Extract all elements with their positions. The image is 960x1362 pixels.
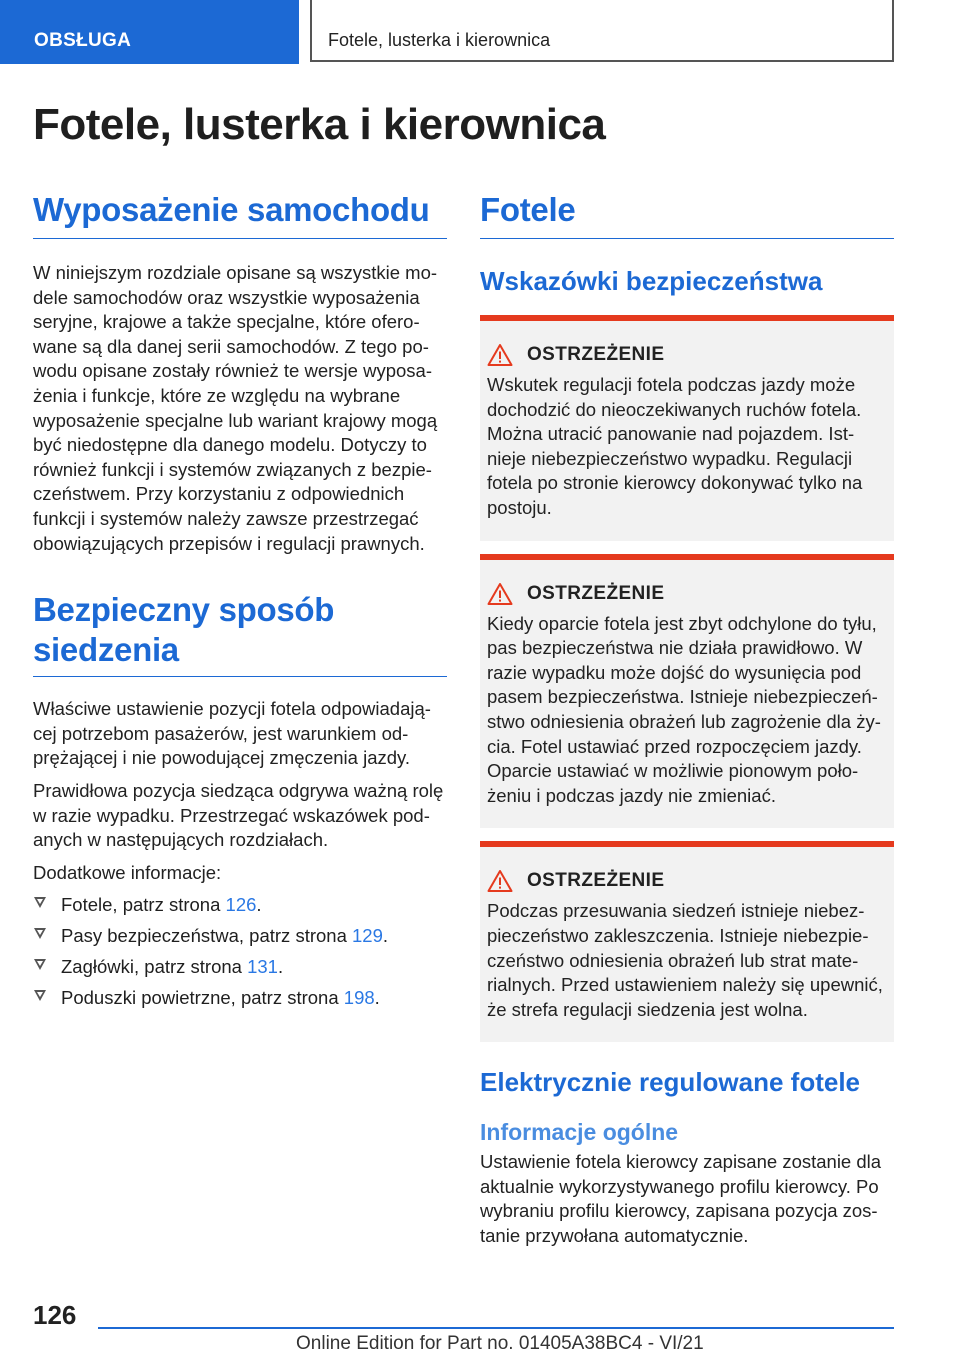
right-column [480, 190, 894, 1249]
warning-triangle-icon [487, 343, 513, 367]
warning-text: Kiedy oparcie fotela jest zbyt odchylone do tyłu, pas bezpieczeństwa nie działa prawidłowo. W razie wypadku może dojść do wysunięcia pod pasem bezpieczeństwa. Istnieje niebezpieczeństwo odniesienia obrażeń lub zagrożenie dla życia. Fotel ustawiać przed rozpoczęciem jazdy. Oparcie ustawiać w możliwie pionowym położeniu i podczas jazdy nie zmieniać. [487, 612, 881, 806]
warning-box [480, 841, 894, 1042]
page-title: Fotele, lusterka i kierownica [33, 100, 606, 149]
triangle-bullet-icon [34, 928, 46, 939]
header-chapter-box [310, 0, 894, 62]
warning-text: Wskutek regulacji fotela podczas jazdy może dochodzić do nieoczekiwanych ruchów fotela. Można utracić panowanie nad pojazdem. Istnieje niebezpieczeństwo wypadku. Regulacji fotela po stronie kierowcy dokonywać tylko na postoju. [487, 374, 863, 518]
header-chapter-label: Fotele, lusterka i kierownica [328, 30, 551, 50]
heading-wyposazenie: Wyposażenie samochodu [33, 190, 447, 239]
warning-title: OSTRZEŻENIE [527, 582, 665, 604]
list-item[interactable]: Pasy bezpieczeństwa, patrz strona 129. [33, 924, 447, 948]
footer-divider [98, 1327, 894, 1329]
heading-fotele: Fotele [480, 190, 894, 239]
warning-box [480, 554, 894, 829]
heading-elektrycznie: Elektrycznie regulowane fotele [480, 1067, 861, 1098]
warning-text: Podczas przesuwania siedzeń istnieje niebezpieczeństwo zakleszczenia. Istnieje niebezpieczeństwo odniesienia obrażeń lub strat materialnych. Przed ustawieniem należy się upewnić, że strefa regulacji siedzenia jest wolna. [487, 900, 883, 1020]
triangle-bullet-icon [34, 990, 46, 1001]
triangle-bullet-icon [34, 897, 46, 908]
bezpieczny-p1: Właściwe ustawienie pozycji fotela odpowiadającej potrzebom pasażerów, jest warunkiem odprężającej i nie powodującej zmęczenia jazdy. [33, 698, 431, 769]
bezpieczny-p2: Prawidłowa pozycja siedząca odgrywa ważną rolę w razie wypadku. Przestrzegać wskazówek podanych w następujących rozdziałach. [33, 779, 444, 851]
reference-list [33, 893, 447, 1010]
wyposazenie-text: W niniejszym rozdziale opisane są wszystkie modele samochodów oraz wszystkie wyposażenia seryjne, krajowe a także specjalne, które oferowane są dla danej serii samochodów. Z tego powodu opisane zostały również te wersje wyposażenia i funkcje, które ze względu na wybrane wyposażenie specjalne lub wariant krajowy mogą być niedostępne dla danego modelu. Dotyczy to również funkcji i systemów związanych z bezpieczeństwem. Przy korzystaniu z odpowiednich funkcji i systemów należy zawsze przestrzegać obowiązujących przepisów i regulacji prawnych. [33, 262, 438, 554]
edition-note: Online Edition for Part no. 01405A38BC4 - VI/21 [296, 1333, 704, 1354]
page-link[interactable]: 126 [225, 894, 257, 916]
header-section-label: OBSŁUGA [34, 30, 132, 51]
informacje-text: Ustawienie fotela kierowcy zapisane zostanie dla aktualnie wykorzystywanego profilu kierowcy. Po wybraniu profilu kierowcy, zapisana pozycja zostanie przywołana automatycznie. [480, 1151, 882, 1247]
list-item[interactable]: Poduszki powietrzne, patrz strona 198. [33, 986, 447, 1010]
heading-bezpieczny: Bezpieczny sposób siedzenia [33, 590, 447, 677]
page-link[interactable]: 129 [352, 925, 383, 947]
triangle-bullet-icon [34, 959, 46, 970]
page-number: 126 [33, 1300, 77, 1330]
page-link[interactable]: 198 [343, 987, 375, 1009]
heading-informacje: Informacje ogólne [480, 1119, 679, 1146]
page-link[interactable]: 131 [247, 956, 278, 978]
bezpieczny-p3: Dodatkowe informacje: [33, 861, 222, 883]
warning-triangle-icon [487, 869, 513, 893]
heading-wskazowki: Wskazówki bezpieczeństwa [480, 266, 823, 296]
header-section-tab [0, 0, 299, 64]
warning-title: OSTRZEŻENIE [527, 870, 665, 892]
list-item[interactable]: Fotele, patrz strona 126. [33, 893, 447, 917]
list-item[interactable]: Zagłówki, patrz strona 131. [33, 955, 447, 979]
warning-title: OSTRZEŻENIE [527, 344, 665, 365]
warning-box [480, 315, 894, 541]
left-column [33, 190, 447, 1017]
warning-triangle-icon [487, 582, 513, 606]
